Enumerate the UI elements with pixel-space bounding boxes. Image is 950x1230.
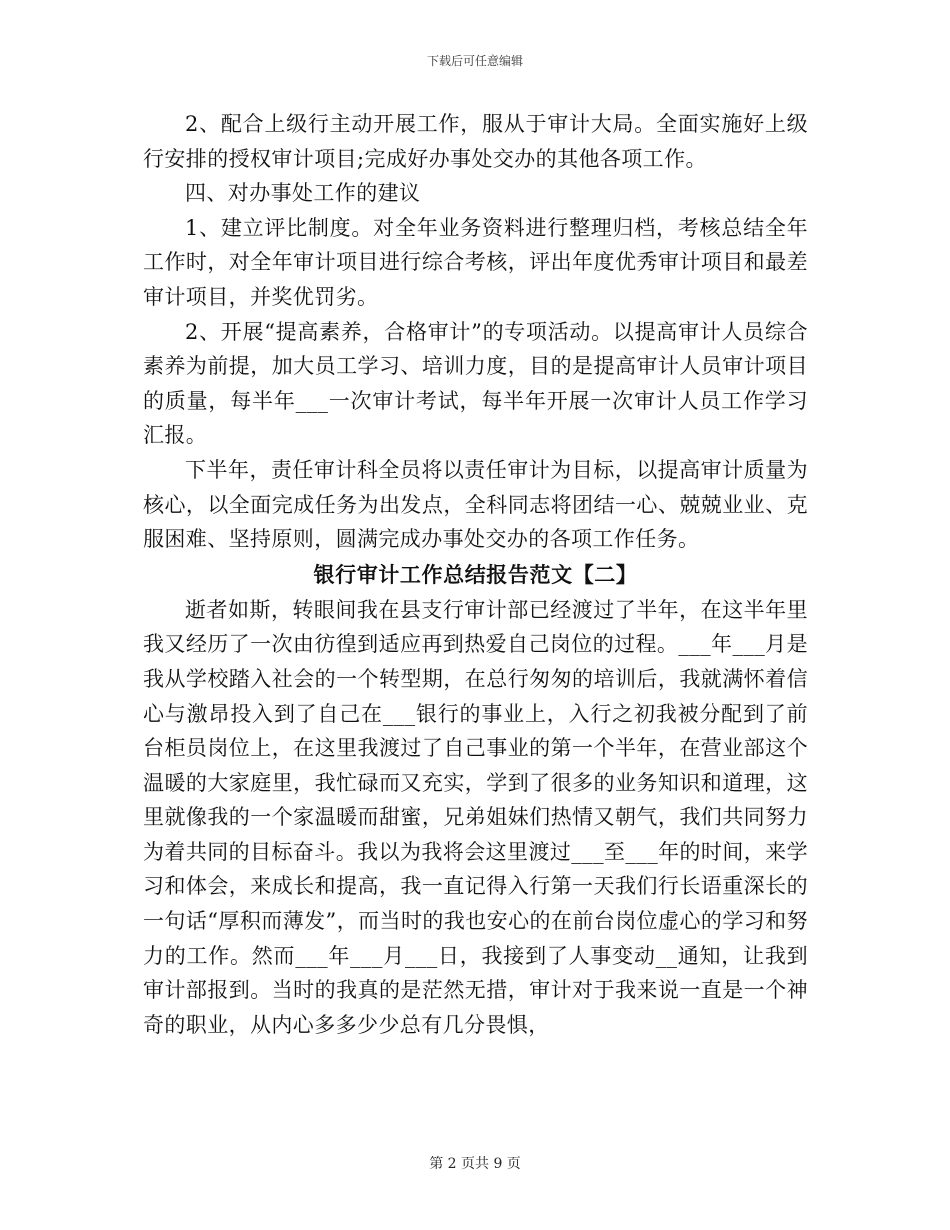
document-body [143, 107, 808, 1042]
paragraph: 2、开展“提高素养，合格审计”的专项活动。以提高审计人员综合素养为前提，加大员工学习、培训力度，目的是提高审计人员审计项目的质量，每半年___一次审计考试，每半年开展一次审计人员工作学习汇报。 [143, 319, 808, 448]
paragraph: 1、建立评比制度。对全年业务资料进行整理归档，考核总结全年工作时，对全年审计项目进行综合考核，评出年度优秀审计项目和最差审计项目，并奖优罚劣。 [143, 215, 808, 309]
page-header: 下载后可任意编辑 [426, 54, 523, 68]
section-heading: 四、对办事处工作的建议 [185, 181, 421, 206]
paragraph: 逝者如斯，转眼间我在县支行审计部已经渡过了半年，在这半年里我又经历了一次由彷徨到适应再到热爱自己岗位的过程。___年___月是我从学校踏入社会的一个转型期，在总行匆匆的培训后，我就满怀着信心与激昂投入到了自己在___银行的事业上，入行之初我被分配到了前台柜员岗位上，在这里我渡过了自己事业的第一个半年，在营业部这个温暖的大家庭里，我忙碌而又充实，学到了很多的业务知识和道理，这里就像我的一个家温暖而甜蜜，兄弟姐妹们热情又朝气，我们共同努力为着共同的目标奋斗。我以为我将会这里渡过___至___年的时间，来学习和体会，来成长和提高，我一直记得入行第一天我们行长语重深长的一句话“厚积而薄发”，而当时的我也安心的在前台岗位虚心的学习和努力的工作。然而___年___月___日，我接到了人事变动__通知，让我到审计部报到。当时的我真的是茫然无措，审计对于我来说一直是一个神奇的职业，从内心多多少少总有几分畏惧， [143, 597, 808, 1037]
article-title: 银行审计工作总结报告范文【二】 [313, 561, 638, 587]
paragraph: 2、配合上级行主动开展工作，服从于审计大局。全面实施好上级行安排的授权审计项目;完成好办事处交办的其他各项工作。 [143, 112, 808, 171]
page-footer: 第 2 页共 9 页 [429, 1156, 521, 1172]
paragraph: 下半年，责任审计科全员将以责任审计为目标，以提高审计质量为核心，以全面完成任务为出发点，全科同志将团结一心、兢兢业业、克服困难、坚持原则，圆满完成办事处交办的各项工作任务。 [143, 457, 808, 552]
